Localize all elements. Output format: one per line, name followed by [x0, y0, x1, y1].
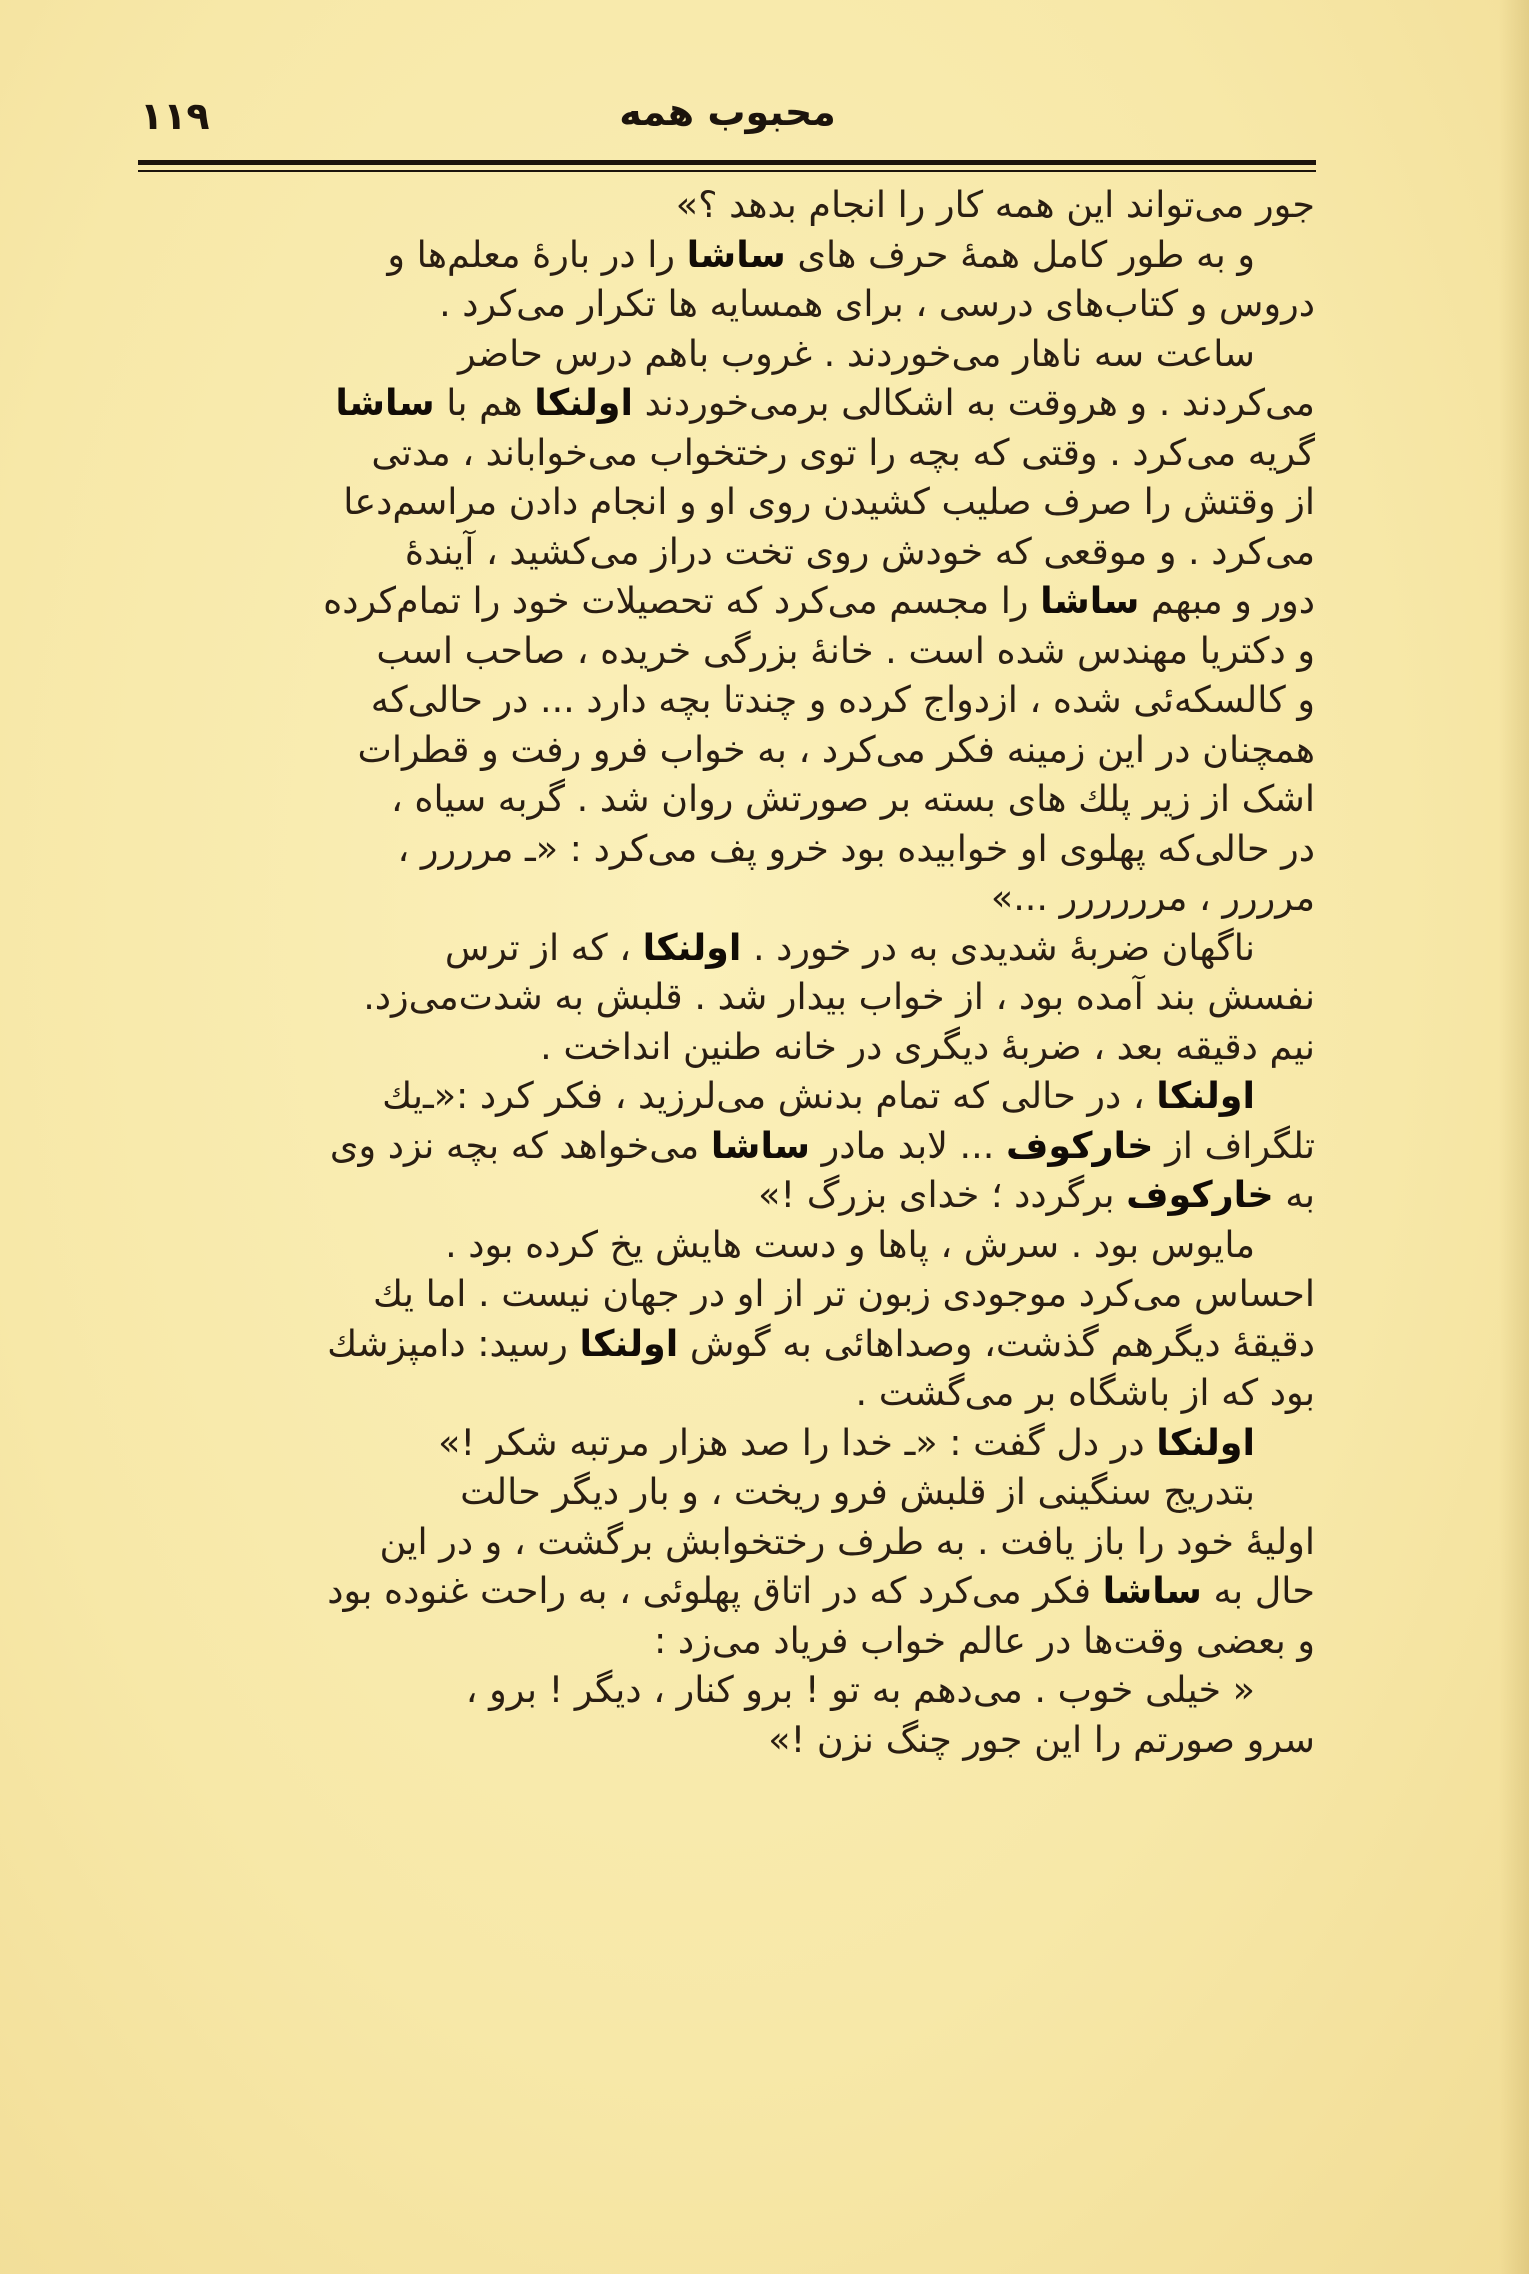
bold-name: خارکوف: [1005, 1123, 1154, 1167]
text-line: [140, 230, 1315, 280]
text-line: [140, 329, 1315, 379]
text-line: [140, 725, 1315, 775]
paragraph: [140, 329, 1315, 923]
text-line: [140, 1022, 1315, 1072]
text-run: فکر می‌کرد که در اتاق پهلوئی ، به راحت غنوده بود: [327, 1569, 1103, 1612]
text-run: همچنان در این زمینه فکر می‌کرد ، به خواب فرو رفت و قطرات: [357, 727, 1315, 771]
text-run: و به طور کامل همهٔ حرف های: [785, 232, 1255, 276]
text-run: می‌کرد . و موقعی که خودش روی تخت دراز می‌کشید ، آیندهٔ: [404, 529, 1315, 573]
text-line: [140, 378, 1315, 428]
text-run: از وقتش را صرف صلیب کشیدن روی او و انجام دادن مراسم‌دعا: [343, 480, 1315, 523]
text-line: [140, 626, 1315, 676]
text-run: نیم دقیقه بعد ، ضربهٔ دیگری در خانه طنین انداخت .: [540, 1024, 1315, 1068]
text-run: به: [1273, 1173, 1315, 1216]
bold-name: اولنکا: [534, 381, 634, 424]
text-run: می‌کردند . و هروقت به اشکالی برمی‌خوردند: [633, 381, 1315, 424]
paragraph: [140, 923, 1315, 1072]
bold-name: خارکوف: [1126, 1173, 1274, 1216]
text-run: مایوس بود . سرش ، پاها و دست هایش یخ کرده بود .: [445, 1222, 1255, 1266]
text-run: و دکتریا مهندس شده است . خانهٔ بزرگی خریده ، صاحب اسب: [376, 628, 1315, 672]
text-line: [140, 1269, 1315, 1319]
text-line: [140, 824, 1315, 874]
text-run: حال به: [1201, 1569, 1315, 1612]
paragraph: [140, 1665, 1315, 1764]
text-run: در حالی‌که پهلوی او خوابیده بود خرو پف می‌کرد : «ـ مرررر ،: [397, 826, 1315, 870]
bold-name: ساشا: [1102, 1569, 1202, 1612]
text-line: [140, 1715, 1315, 1765]
text-run: دور و مبهم: [1139, 579, 1315, 622]
text-line: [140, 527, 1315, 577]
bold-name: اولنکا: [1156, 1420, 1255, 1464]
text-run: ، در حالی که تمام بدنش می‌لرزید ، فکر کرد :«ـ‌یك: [382, 1074, 1157, 1117]
text-run: و بعضی وقت‌ها در عالم خواب فریاد می‌زد :: [654, 1618, 1315, 1662]
text-run: جور می‌تواند این همه کار را انجام بدهد ؟»: [675, 183, 1315, 226]
paragraph: [140, 180, 1315, 230]
text-run: ناگهان ضربهٔ شدیدی به در خورد .: [741, 925, 1255, 969]
text-line: [140, 428, 1315, 478]
text-line: [140, 675, 1315, 725]
body-text: [140, 180, 1315, 1764]
text-run: ... لابد مادر: [810, 1123, 1006, 1167]
text-run: می‌خواهد که بچه نزد وی: [329, 1123, 711, 1167]
text-run: بتدریج سنگینی از قلبش فرو ریخت ، و بار دیگر حالت: [460, 1470, 1255, 1513]
text-line: [140, 1170, 1315, 1220]
bold-name: ساشا: [686, 232, 786, 276]
bold-name: ساشا: [1040, 579, 1140, 622]
text-run: در دل گفت : «ـ خدا را صد هزار مرتبه شکر !»: [438, 1420, 1157, 1464]
bold-name: اولنکا: [579, 1321, 679, 1365]
text-line: [140, 774, 1315, 824]
text-line: [140, 1319, 1315, 1369]
header-rule-thin: [138, 170, 1316, 172]
text-line: [140, 1220, 1315, 1270]
page-edge-shadow: [1499, 0, 1529, 2274]
text-line: [140, 923, 1315, 973]
text-line: [140, 873, 1315, 923]
text-line: [140, 1368, 1315, 1418]
text-run: احساس می‌کرد موجودی زبون تر از او در جهان نیست . اما یك: [373, 1272, 1315, 1315]
text-run: نفسش بند آمده بود ، از خواب بیدار شد . قلبش به شدت‌می‌زد.: [363, 975, 1315, 1018]
text-run: هم با: [434, 381, 535, 424]
text-line: [140, 1665, 1315, 1715]
text-line: [140, 1616, 1315, 1666]
text-run: اشک از زیر پلك های بسته بر صورتش روان شد . گربه سیاه ،: [390, 777, 1315, 820]
text-run: مرررر ، مرررررر ...»: [990, 876, 1315, 919]
text-run: گریه می‌کرد . وقتی که بچه را توی رختخواب می‌خواباند ، مدتی: [371, 430, 1315, 474]
text-run: و کالسکه‌ئی شده ، ازدواج کرده و چندتا بچه دارد ... در حالی‌که: [370, 678, 1315, 721]
text-line: [140, 279, 1315, 329]
bold-name: ساشا: [335, 381, 435, 424]
paragraph: [140, 230, 1315, 329]
text-run: اولیهٔ خود را باز یافت . به طرف رختخوابش برگشت ، و در این: [379, 1519, 1315, 1563]
text-run: تلگراف از: [1153, 1123, 1315, 1167]
text-line: [140, 1517, 1315, 1567]
text-line: [140, 1467, 1315, 1517]
bold-name: اولنکا: [642, 925, 742, 969]
page-header: [140, 90, 1315, 160]
page-number: ۱۱۹: [140, 94, 210, 138]
bold-name: اولنکا: [1156, 1074, 1255, 1117]
text-line: [140, 1071, 1315, 1121]
text-run: رسید: دامپزشك: [327, 1321, 580, 1365]
text-line: [140, 576, 1315, 626]
text-line: [140, 972, 1315, 1022]
paragraph: [140, 1467, 1315, 1665]
paragraph: [140, 1418, 1315, 1468]
text-run: برگردد ؛ خدای بزرگ !»: [758, 1173, 1127, 1216]
running-title: محبوب همه: [619, 90, 836, 134]
text-run: سرو صورتم را این جور چنگ نزن !»: [768, 1717, 1315, 1761]
text-line: [140, 1418, 1315, 1468]
text-run: دروس و کتاب‌های درسی ، برای همسایه ها تکرار می‌کرد .: [439, 282, 1315, 325]
header-rule-thick: [138, 160, 1316, 165]
text-line: [140, 1566, 1315, 1616]
bold-name: ساشا: [710, 1123, 811, 1167]
text-line: [140, 477, 1315, 527]
text-run: « خیلی خوب . می‌دهم به تو ! برو کنار ، دیگر ! برو ،: [465, 1668, 1255, 1711]
text-line: [140, 1121, 1315, 1171]
text-run: ساعت سه ناهار می‌خوردند . غروب باهم درس حاضر: [457, 331, 1255, 375]
text-run: را در بارهٔ معلم‌ها و: [387, 232, 687, 276]
text-run: ، که از ترس: [444, 925, 643, 969]
text-run: را مجسم می‌کرد که تحصیلات خود را تمام‌کرده: [323, 579, 1041, 622]
paragraph: [140, 1071, 1315, 1220]
text-run: دقیقهٔ دیگرهم گذشت، وصداهائی به گوش: [678, 1321, 1315, 1365]
paragraph: [140, 1220, 1315, 1418]
text-line: [140, 180, 1315, 230]
text-run: بود که از باشگاه بر می‌گشت .: [855, 1371, 1315, 1414]
